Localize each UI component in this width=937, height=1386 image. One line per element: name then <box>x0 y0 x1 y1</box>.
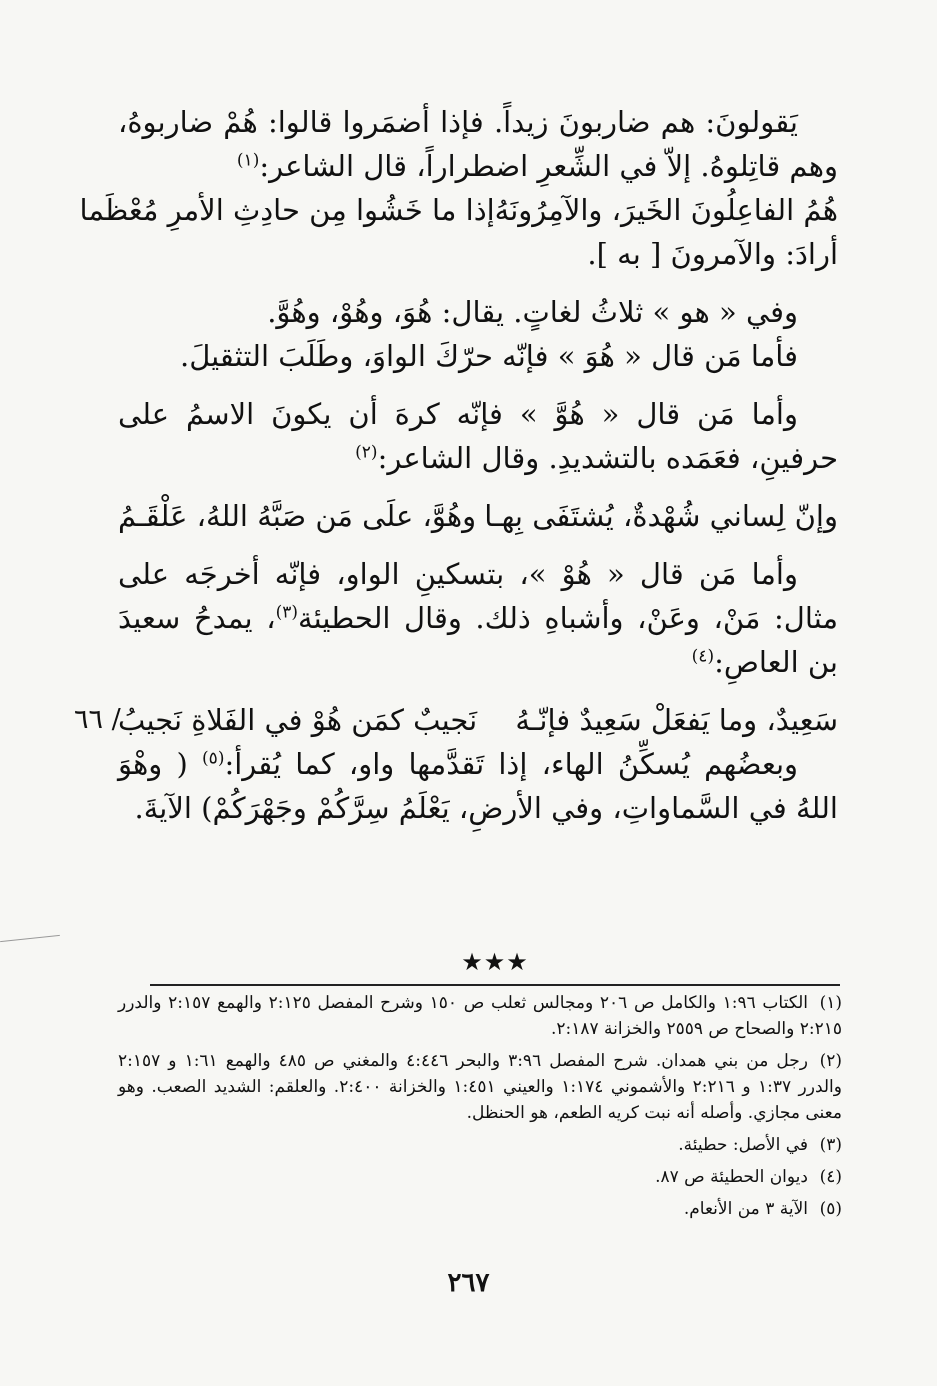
footnote-text: رجل من بني همدان. شرح المفصل ٣:٩٦ والبحر ٤:٤٤٦ والمغني ص ٤٨٥ والهمع ١:٦١ و ٢:١٥٧ والدرر ١:٣٧ و ٢:٢١٦ والأشموني ١:١٧٤ والعيني ١:٤٥١ والخزانة ٢:٤٠٠. والعلقم: الشديد الصعب. وهو معنى مجازي. وأصله أنه نبت كريه الطعم، هو الحنظل. <box>118 1051 842 1123</box>
section-separator-stars: ★★★ <box>461 948 529 976</box>
paragraph-6 <box>118 552 838 684</box>
paragraph-1-text: يَقولونَ: هم ضاربونَ زيداً. فإذا أضمَروا قالوا: هُمْ ضاربوهُ، وهم قاتِلوهُ. إلاّ في الشِّعرِ اضطراراً، قال الشاعر: <box>118 105 838 183</box>
verse-1-first-hemistich: هُمُ الفاعِلُونَ الخَيرَ، والآمِرُونَهُ <box>494 193 838 227</box>
verse-3-second-hemistich: نَجيبٌ كمَن هُوْ في الفَلاةِ نَجيبُ <box>118 703 478 737</box>
paragraph-5-text: وأما مَن قال « هُوَّ » فإنّه كرهَ أن يكونَ الاسمُ على حرفينِ، فعَمَده بالتشديدِ. وقال الشاعر: <box>118 397 838 475</box>
main-text <box>74 100 839 830</box>
paragraph-6-text-b: ، يمدحُ سعيدَ بن العاصِ: <box>118 601 838 679</box>
footnote-divider <box>150 984 840 986</box>
footnote-4 <box>118 1164 842 1190</box>
footnote-text: الكتاب ١:٩٦ والكامل ص ٢٠٦ ومجالس ثعلب ص ١٥٠ وشرح المفصل ٢:١٢٥ والهمع ٢:١٥٧ والدرر ٢:٢١٥ والصحاح ص ٢٥٥٩ والخزانة ٢:١٨٧. <box>118 993 842 1039</box>
paragraph-3-text: وفي « هو » ثلاثُ لغاتٍ. يقال: هُوَ، وهُوْ، وهُوَّ. <box>267 295 798 329</box>
footnotes <box>118 990 842 1228</box>
footnote-number: (٥) <box>819 1199 842 1219</box>
footnote-ref-1[interactable]: (١) <box>236 150 260 171</box>
paragraph-7-text-a: وبعضُهم يُسكِّنُ الهاء، إذا تَقدَّمها واو، كما يُقرأ: <box>224 747 799 781</box>
paragraph-4-text: فأما مَن قال « هُوَ » فإنّه حرّكَ الواوَ، وطَلَبَ التثقيلَ. <box>180 339 798 373</box>
paragraph-2 <box>118 232 838 276</box>
footnote-5 <box>118 1196 842 1222</box>
footnote-3 <box>118 1132 842 1158</box>
verse-2-first-hemistich: وإنّ لِساني شُهْدةٌ، يُشتَفَى بِهـا <box>484 499 838 533</box>
verse-2-second-hemistich: وهُوَّ، علَى مَن صَبَّهُ اللهُ، عَلْقَـمُ <box>118 499 477 533</box>
verse-1 <box>79 188 838 232</box>
footnote-ref-5[interactable]: (٥) <box>202 748 225 769</box>
paragraph-5 <box>118 392 838 480</box>
paragraph-7-text-b: ( وهْوَ اللهُ في السَّماواتِ، وفي الأرضِ، يَعْلَمُ سِرَّكُمْ وجَهْرَكُمْ) الآيةَ. <box>118 747 838 825</box>
footnote-text: ديوان الحطيئة ص ٨٧. <box>655 1167 808 1187</box>
paragraph-2-text: أرادَ: والآمرونَ [ به ]. <box>587 237 838 271</box>
original-page-marker: / ٦٦ <box>74 704 121 735</box>
scan-edge-mark <box>0 935 60 942</box>
paragraph-3 <box>118 290 838 334</box>
footnote-1 <box>118 990 842 1042</box>
paragraph-7 <box>118 742 838 830</box>
footnote-number: (٤) <box>819 1167 842 1187</box>
footnote-ref-4[interactable]: (٤) <box>691 646 715 667</box>
footnote-2 <box>118 1048 842 1126</box>
footnote-number: (١) <box>819 993 843 1013</box>
verse-3-first-hemistich: سَعِيدٌ، وما يَفعَلْ سَعِيدٌ فإنّـهُ <box>515 703 838 737</box>
footnote-text: الآية ٣ من الأنعام. <box>683 1199 808 1219</box>
verse-3 <box>74 698 838 742</box>
paragraph-6-text-a: وأما مَن قال « هُوْ »، بتسكينِ الواو، فإنّه أخرجَه على مثال: مَنْ، وعَنْ، وأشباهِ ذلك. وقال الحطيئة <box>118 557 839 635</box>
footnote-text: في الأصل: حطيئة. <box>678 1135 808 1155</box>
paragraph-4 <box>118 334 838 378</box>
verse-2 <box>118 494 838 538</box>
footnote-number: (٣) <box>819 1135 842 1155</box>
footnote-ref-2[interactable]: (٢) <box>355 442 378 463</box>
paragraph-1 <box>118 100 838 188</box>
verse-1-second-hemistich: إذا ما خَشُوا مِن حادِثِ الأمرِ مُعْظَما <box>79 193 495 227</box>
footnote-ref-3[interactable]: (٣) <box>275 602 299 623</box>
page-number: ٢٦٧ <box>447 1268 490 1298</box>
footnote-number: (٢) <box>819 1051 842 1071</box>
